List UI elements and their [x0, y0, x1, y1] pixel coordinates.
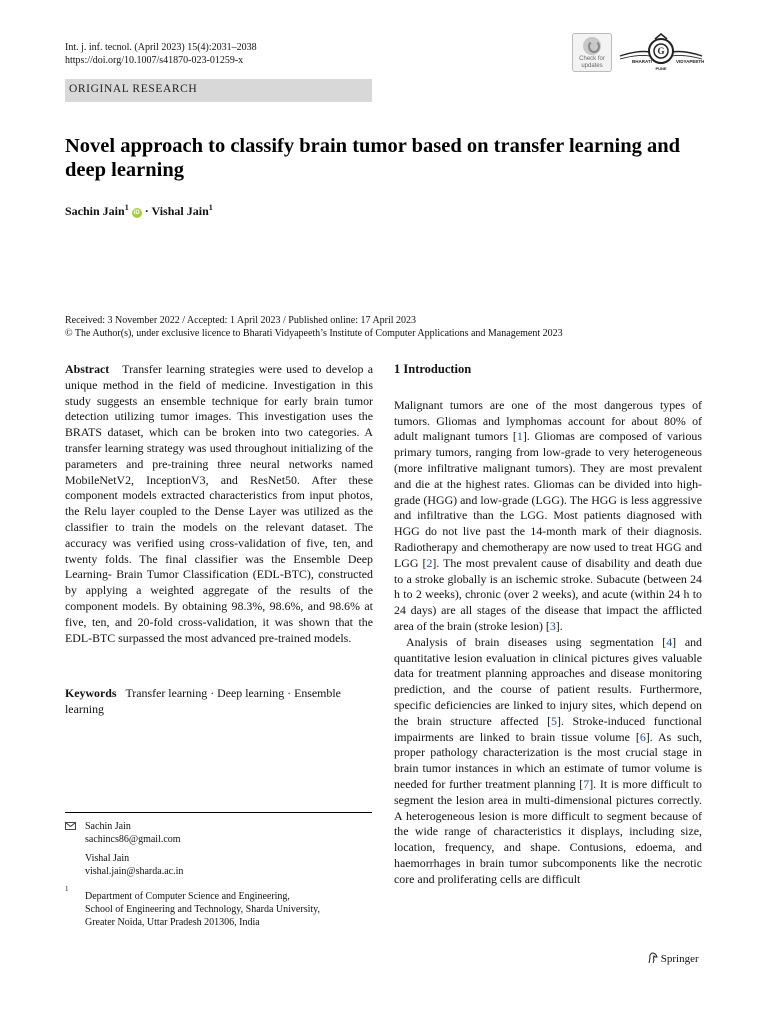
citation-link[interactable]: 7 — [583, 776, 590, 791]
author-name[interactable]: Sachin Jain — [65, 204, 125, 218]
contact-author-name: Vishal Jain — [85, 853, 130, 864]
envelope-icon — [65, 822, 76, 830]
intro-paragraph-2: Analysis of brain diseases using segmentation [4] and quantitative lesion evaluation in clinical pictures gives valuable data for treatment planning approaches and disease monitoring prediction, and the course of patient results. Furthermore, specific deficiencies are linked to injury sites, which depend on the brain structure affected [5]. Stroke-induced functional impairments are linked to brain tissue volume [6]. As such, proper pathology characterization is the most crucial stage in brain tumor instances in which an estimate of tumor volume is needed for further treatment planning [7]. It is more difficult to segment the lesion area in multi-dimensional pictures correctly. A heterogeneous lesion is more difficult to segment because of the wide range of characteristics it displays, including size, location, frequency, and shape. Contusions, edoema, and haemorrhages in brain tumor subcomponents like the necrotic core and proliferating cells are difficult — [394, 634, 702, 886]
affiliation-line: School of Engineering and Technology, Sharda University, — [85, 904, 320, 915]
intro-paragraph-1: Malignant tumors are one of the most dangerous types of tumors. Gliomas and lymphomas account for about 80% of adult malignant tumors [1]. Gliomas are composed of various primary tumors, ranging from low-grade to very heterogeneous (more infiltrative malignant tumors). They are most prevalent and die at the highest rates. Gliomas can be divided into high-grade (HGG) and low-grade (LGG). The HGG is less aggressive and infiltrative than the LGG. Most patients diagnosed with HGG do not live past the 14-month mark of their diagnosis. Radiotherapy and chemotherapy are now used to treat HGG and LGG [2]. The most prevalent cause of disability and death due to a stroke globally is an ischemic stroke. Subacute (between 24 h to 2 weeks), chronic (over 2 weeks), and acute (within 24 h to 24 days) are all stages of the disease that impact the afflicted area of the brain (stroke lesion) [3]. — [394, 397, 702, 633]
citation-link[interactable]: 1 — [516, 429, 523, 444]
svg-text:G: G — [657, 46, 665, 56]
affiliation-sup: 1 — [124, 203, 129, 212]
citation-link[interactable]: 5 — [551, 713, 557, 728]
check-for-updates-badge[interactable] — [572, 33, 612, 72]
springer-horse-icon — [647, 952, 658, 964]
logo-right-text: VIDYAPEETH — [676, 59, 704, 64]
abstract-section — [65, 362, 373, 646]
abstract-label: Abstract — [65, 362, 110, 376]
keywords-label: Keywords — [65, 686, 117, 700]
contact-author-email[interactable]: sachincs86@gmail.com — [85, 834, 181, 845]
article-category: ORIGINAL RESEARCH — [69, 83, 198, 95]
publisher-name: Springer — [660, 953, 699, 965]
check-updates-line1: Check for — [579, 56, 605, 62]
paper-title: Novel approach to classify brain tumor based on transfer learning and deep learning — [65, 135, 681, 181]
orcid-icon[interactable]: iD — [133, 210, 140, 216]
publication-dates — [65, 314, 715, 340]
contact-author-name: Sachin Jain — [85, 821, 131, 832]
check-updates-line2: updates — [581, 63, 603, 69]
affiliation-sup: 1 — [208, 203, 213, 212]
bharati-vidyapeeth-logo — [618, 32, 704, 72]
citation-link[interactable]: 2 — [426, 555, 433, 570]
author-contact-block — [65, 820, 373, 929]
citation-link[interactable]: 3 — [549, 618, 556, 633]
author-list — [65, 203, 213, 219]
author-separator: · — [141, 204, 152, 218]
citation-link[interactable]: 4 — [666, 634, 673, 649]
footnote-divider — [65, 812, 372, 813]
citation-link[interactable]: 6 — [639, 729, 646, 744]
article-category-bar — [65, 79, 372, 102]
introduction-section — [394, 362, 702, 888]
contact-author-email[interactable]: vishal.jain@sharda.ac.in — [85, 866, 184, 877]
doi-link[interactable]: https://doi.org/10.1007/s41870-023-01259-x — [65, 55, 244, 66]
refresh-icon — [583, 37, 601, 55]
journal-issue: Int. j. inf. tecnol. (April 2023) 15(4):2031–2038 — [65, 42, 257, 53]
received-dates: Received: 3 November 2022 / Accepted: 1 April 2023 / Published online: 17 April 2023 — [65, 315, 417, 326]
logo-bottom-text: PUNE — [655, 66, 667, 71]
affiliation-line: Greater Noida, Uttar Pradesh 201306, India — [85, 917, 260, 928]
keywords-section — [65, 686, 373, 718]
publisher-footer — [647, 952, 699, 965]
logo-left-text: BHARATI — [632, 59, 652, 64]
journal-citation — [65, 41, 257, 67]
author-name[interactable]: Vishal Jain — [151, 204, 209, 218]
copyright-line: © The Author(s), under exclusive licence to Bharati Vidyapeeth’s Institute of Computer Applications and Management 2023 — [65, 328, 563, 339]
affiliation-line: Department of Computer Science and Engineering, — [85, 891, 290, 902]
abstract-text: Transfer learning strategies were used to develop a unique method in the field of medicine. Investigation in this study suggests an ensemble technique for early brain tumor detection utilizing tumor images. This investigation uses the BRATS dataset, which can be broken into two categories. A transfer learning strategy was used throughout initializing of the parameters and pre-training three neural networks named MobileNetV2, InceptionV3, and ResNet50. After these component models extracted characteristics from input photos, the Relu layer coupled to the Dense Layer was utilized as the classifier to train the models on the relevant dataset. The accuracy was verified using cross-validation of five, ten, and twenty folds. The final classifier was the Ensemble Deep Learning- Brain Tumor Classification (EDL-BTC), constructed by applying a weighted aggregate of the results of the component models. By obtaining 98.3%, 98.6%, and 98.6% at five, ten, and 20-fold cross-validation, it was shown that the EDL-BTC surpassed the most advanced pre-trained models. — [65, 362, 373, 645]
keywords-text: Transfer learning · Deep learning · Ensemble learning — [65, 686, 341, 716]
affiliation-number: 1 — [65, 885, 69, 893]
section-heading: 1 Introduction — [394, 362, 472, 376]
